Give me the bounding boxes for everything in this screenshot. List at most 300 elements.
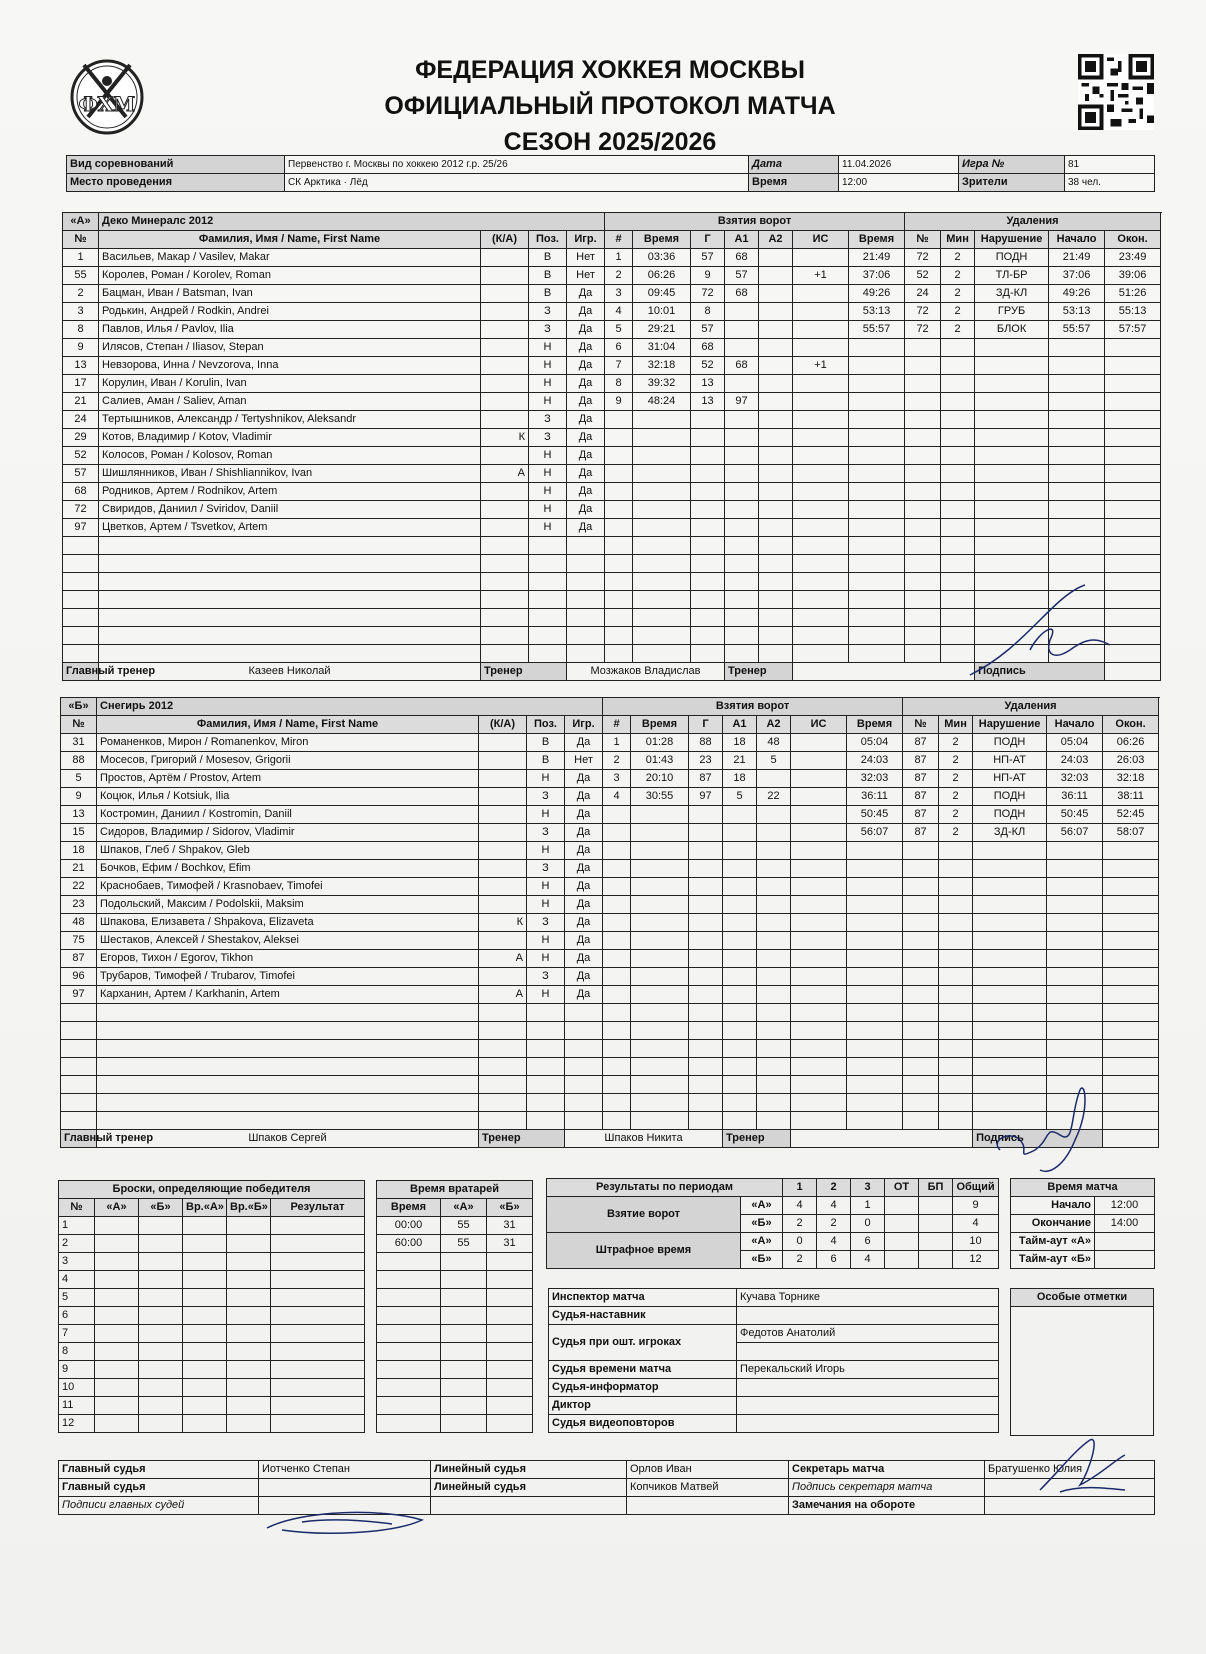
- player-name: Мосесов, Григорий / Mosesov, Grigorii: [97, 752, 479, 770]
- penalty-infraction: [975, 393, 1049, 411]
- penalty-minutes: 2: [941, 321, 975, 339]
- player-role: [481, 591, 529, 609]
- team-a-penalties-title: Удаления: [905, 213, 1161, 231]
- shootout-number: 6: [59, 1307, 95, 1325]
- goal-time: [631, 1040, 689, 1058]
- goal-scorer: [691, 447, 725, 465]
- penalty-infraction: [975, 537, 1049, 555]
- player-played: Да: [567, 465, 605, 483]
- goal-situation: [791, 1076, 847, 1094]
- goal-assist1: [723, 1058, 757, 1076]
- player-position: [527, 1004, 565, 1022]
- period-value: 10: [953, 1233, 999, 1251]
- player-name: Тертышников, Александр / Tertyshnikov, Aleksandr: [99, 411, 481, 429]
- player-number: [63, 573, 99, 591]
- goal-assist2: [759, 573, 793, 591]
- player-name: Бацман, Иван / Batsman, Ivan: [99, 285, 481, 303]
- player-name: Простов, Артём / Prostov, Artem: [97, 770, 479, 788]
- team-a-head-coach-label: Главный тренер: [63, 663, 99, 681]
- goal-time: [631, 1022, 689, 1040]
- penalty-minutes: [939, 896, 973, 914]
- player-role: [481, 537, 529, 555]
- penalty-end: [1105, 375, 1161, 393]
- shootout-number: 9: [59, 1361, 95, 1379]
- goal-assist2: [759, 411, 793, 429]
- player-role: [481, 375, 529, 393]
- timekeeper-label: Судья времени матча: [549, 1361, 737, 1379]
- team-b-col-header: ИС: [791, 716, 847, 734]
- goal-assist2: [757, 1094, 791, 1112]
- goal-situation: +1: [793, 267, 849, 285]
- player-position: [529, 555, 567, 573]
- player-name: Илясов, Степан / Iliasov, Stepan: [99, 339, 481, 357]
- goalie-time-table: [376, 1180, 533, 1433]
- goal-time: 39:32: [633, 375, 691, 393]
- goalie-row: [377, 1343, 533, 1361]
- team-a-col-header: ИС: [793, 231, 849, 249]
- penalty-end: [1105, 537, 1161, 555]
- penalty-time: 36:11: [847, 788, 903, 806]
- goal-assist1: [723, 896, 757, 914]
- goal-number: [603, 842, 631, 860]
- period-value: [919, 1215, 953, 1233]
- shootout-cell: [271, 1379, 365, 1397]
- team-a-col-header: Время: [849, 231, 905, 249]
- team-a-coach1: Мозжаков Владислав: [567, 663, 725, 681]
- team-b-row: [61, 734, 1159, 752]
- penalty-minutes: [941, 411, 975, 429]
- penalty-time: [847, 842, 903, 860]
- player-number: [63, 645, 99, 663]
- period-value: 4: [783, 1197, 817, 1215]
- penalty-player: [905, 627, 941, 645]
- goal-situation: [793, 555, 849, 573]
- penalty-player: [905, 519, 941, 537]
- player-name: [99, 591, 481, 609]
- penalty-time: 05:04: [847, 734, 903, 752]
- player-number: 9: [63, 339, 99, 357]
- penalty-minutes: [939, 914, 973, 932]
- goal-situation: [793, 411, 849, 429]
- shootout-row: [59, 1235, 365, 1253]
- goal-assist1: [723, 806, 757, 824]
- player-played: Да: [565, 860, 603, 878]
- player-number: [63, 609, 99, 627]
- penalty-end: 26:03: [1103, 752, 1159, 770]
- penalty-start: [1049, 393, 1105, 411]
- goalie-cell: [441, 1379, 487, 1397]
- protocol-title: ОФИЦИАЛЬНЫЙ ПРОТОКОЛ МАТЧА: [384, 92, 836, 120]
- goal-assist1: [723, 860, 757, 878]
- player-position: Н: [527, 842, 565, 860]
- shootout-cell: [227, 1397, 271, 1415]
- player-name: [97, 1094, 479, 1112]
- penalty-minutes: 2: [939, 788, 973, 806]
- goal-assist2: [757, 770, 791, 788]
- player-role: А: [479, 986, 527, 1004]
- penalty-player: [905, 591, 941, 609]
- player-name: Родников, Артем / Rodnikov, Artem: [99, 483, 481, 501]
- goal-scorer: 87: [689, 770, 723, 788]
- goal-scorer: [689, 896, 723, 914]
- penalty-time: [847, 986, 903, 1004]
- goal-scorer: [689, 860, 723, 878]
- player-played: Да: [565, 734, 603, 752]
- goalie-cell: [441, 1289, 487, 1307]
- goalie-cell: [487, 1361, 533, 1379]
- penalty-infraction: [973, 896, 1047, 914]
- goal-situation: [793, 303, 849, 321]
- player-number: 29: [63, 429, 99, 447]
- shootout-cell: [183, 1289, 227, 1307]
- penalty-start: [1049, 519, 1105, 537]
- goalie-cell: [377, 1289, 441, 1307]
- goal-assist1: [723, 932, 757, 950]
- team-a-col-header: (К/А): [481, 231, 529, 249]
- goal-time: [631, 860, 689, 878]
- goalie-cell: 00:00: [377, 1217, 441, 1235]
- goal-assist1: [725, 555, 759, 573]
- player-number: 97: [61, 986, 97, 1004]
- goal-assist2: [759, 249, 793, 267]
- goal-situation: [791, 788, 847, 806]
- goal-scorer: [689, 806, 723, 824]
- goalie-cell: [487, 1343, 533, 1361]
- goal-assist2: 22: [757, 788, 791, 806]
- team-b-row: [61, 770, 1159, 788]
- timekeeper-value: Перекальский Игорь: [737, 1361, 999, 1379]
- shootout-cell: [95, 1235, 139, 1253]
- penalty-time: 49:26: [849, 285, 905, 303]
- goalie-row: [377, 1379, 533, 1397]
- team-b-col-header: Время: [631, 716, 689, 734]
- player-name: Карханин, Артем / Karkhanin, Artem: [97, 986, 479, 1004]
- goal-assist1: [725, 591, 759, 609]
- notes-table: [1010, 1288, 1154, 1436]
- shootout-cell: [227, 1325, 271, 1343]
- secretary-sign-label: Подпись секретаря матча: [789, 1479, 985, 1497]
- goal-number: 4: [603, 788, 631, 806]
- goalie-cell: 55: [441, 1217, 487, 1235]
- signature-main-referee: [262, 1500, 432, 1540]
- goal-situation: [791, 842, 847, 860]
- goal-situation: [791, 878, 847, 896]
- penalty-time: [847, 860, 903, 878]
- player-played: Да: [567, 321, 605, 339]
- goal-assist1: [725, 465, 759, 483]
- team-b-col-header: Окон.: [1103, 716, 1159, 734]
- goal-situation: [793, 501, 849, 519]
- goal-time: [631, 1112, 689, 1130]
- goal-assist2: [759, 375, 793, 393]
- player-position: З: [529, 303, 567, 321]
- goal-situation: [791, 1058, 847, 1076]
- player-name: Романенков, Мирон / Romanenkov, Miron: [97, 734, 479, 752]
- goal-assist2: [759, 303, 793, 321]
- goal-situation: [791, 986, 847, 1004]
- shootout-cell: [95, 1253, 139, 1271]
- goalie-cell: [377, 1253, 441, 1271]
- shootout-row: [59, 1379, 365, 1397]
- period-value: [885, 1197, 919, 1215]
- goal-number: 3: [603, 770, 631, 788]
- penalty-end: [1105, 465, 1161, 483]
- team-b-row: [61, 1022, 1159, 1040]
- player-played: [567, 537, 605, 555]
- penalty-time: [849, 519, 905, 537]
- period-col-header: ОТ: [885, 1179, 919, 1197]
- goal-time: 01:43: [631, 752, 689, 770]
- player-role: [479, 1112, 527, 1130]
- goal-scorer: [691, 411, 725, 429]
- penalty-start: [1049, 429, 1105, 447]
- penalty-start: [1049, 483, 1105, 501]
- player-position: З: [529, 321, 567, 339]
- goalie-cell: [377, 1307, 441, 1325]
- goal-scorer: [689, 824, 723, 842]
- penalty-player: [905, 555, 941, 573]
- player-played: Да: [565, 842, 603, 860]
- goal-time: [631, 824, 689, 842]
- shootout-cell: [95, 1271, 139, 1289]
- goal-time: [631, 1076, 689, 1094]
- goal-assist2: 5: [757, 752, 791, 770]
- shootout-number: 7: [59, 1325, 95, 1343]
- team-a-row: [63, 267, 1161, 285]
- penalty-start: 56:07: [1047, 824, 1103, 842]
- penalty-infraction: [975, 447, 1049, 465]
- penalty-time: [849, 645, 905, 663]
- player-number: 1: [63, 249, 99, 267]
- player-played: Да: [567, 447, 605, 465]
- player-played: Да: [567, 339, 605, 357]
- notes-title: Особые отметки: [1011, 1289, 1154, 1307]
- penalty-time: [847, 1094, 903, 1112]
- date-label: Дата: [749, 156, 839, 174]
- period-value: [919, 1233, 953, 1251]
- goal-time: [631, 986, 689, 1004]
- periods-tag-a: «А»: [741, 1197, 783, 1215]
- player-number: 96: [61, 968, 97, 986]
- goal-number: [603, 986, 631, 1004]
- match-info-table: [66, 155, 1155, 192]
- team-b-row: [61, 896, 1159, 914]
- player-position: Н: [529, 483, 567, 501]
- player-position: З: [529, 411, 567, 429]
- goalie-cell: [487, 1325, 533, 1343]
- penalty-start: [1049, 357, 1105, 375]
- match-end-value: 14:00: [1095, 1215, 1155, 1233]
- player-role: [481, 555, 529, 573]
- shootout-row: [59, 1307, 365, 1325]
- goal-situation: [791, 968, 847, 986]
- player-played: [565, 1112, 603, 1130]
- shootout-cell: [183, 1415, 227, 1433]
- team-a-sign-label: Подпись: [975, 663, 1105, 681]
- player-position: Н: [527, 770, 565, 788]
- team-b-row: [61, 806, 1159, 824]
- period-value: 2: [783, 1215, 817, 1233]
- signature-team-a: [960, 580, 1130, 690]
- goalie-cell: [441, 1307, 487, 1325]
- inspector-label: Инспектор матча: [549, 1289, 737, 1307]
- goal-assist1: [725, 501, 759, 519]
- player-name: Сидоров, Владимир / Sidorov, Vladimir: [97, 824, 479, 842]
- player-played: [565, 1094, 603, 1112]
- shootout-number: 8: [59, 1343, 95, 1361]
- team-a-row: [63, 537, 1161, 555]
- player-position: Н: [529, 447, 567, 465]
- penalty-end: 32:18: [1103, 770, 1159, 788]
- player-name: [97, 1022, 479, 1040]
- penalty-minutes: [941, 447, 975, 465]
- competition-label: Вид соревнований: [67, 156, 285, 174]
- goal-number: [603, 1004, 631, 1022]
- goal-situation: [791, 914, 847, 932]
- player-position: З: [527, 824, 565, 842]
- goalie-cell: [441, 1343, 487, 1361]
- goal-situation: [791, 860, 847, 878]
- goal-assist1: [725, 537, 759, 555]
- player-name: Павлов, Илья / Pavlov, Ilia: [99, 321, 481, 339]
- goal-scorer: 52: [691, 357, 725, 375]
- shootout-cell: [271, 1235, 365, 1253]
- goal-assist2: [757, 1040, 791, 1058]
- player-role: [481, 267, 529, 285]
- team-a-row: [63, 555, 1161, 573]
- player-role: К: [479, 914, 527, 932]
- period-value: 4: [817, 1197, 851, 1215]
- period-value: 0: [783, 1233, 817, 1251]
- goal-number: [603, 1076, 631, 1094]
- goal-assist2: [759, 627, 793, 645]
- penalty-start: [1047, 1004, 1103, 1022]
- main-referee-value: Иотченко Степан: [259, 1461, 431, 1479]
- period-value: 6: [851, 1233, 885, 1251]
- player-number: 75: [61, 932, 97, 950]
- shootout-cell: [227, 1271, 271, 1289]
- goal-situation: +1: [793, 357, 849, 375]
- goal-situation: [793, 645, 849, 663]
- goal-number: [603, 1022, 631, 1040]
- penalty-end: [1103, 842, 1159, 860]
- penalty-player: [903, 968, 939, 986]
- goal-number: [605, 411, 633, 429]
- goal-scorer: [691, 645, 725, 663]
- team-a-head-coach: Казеев Николай: [99, 663, 481, 681]
- team-a-col-header: Начало: [1049, 231, 1105, 249]
- goalie-cell: [441, 1253, 487, 1271]
- goalie-cell: [441, 1271, 487, 1289]
- penalty-time: [849, 555, 905, 573]
- player-name: Котов, Владимир / Kotov, Vladimir: [99, 429, 481, 447]
- goal-number: [603, 806, 631, 824]
- player-played: [567, 645, 605, 663]
- goal-situation: [793, 285, 849, 303]
- timeout-b-label: Тайм-аут «Б»: [1011, 1251, 1095, 1269]
- shootout-cell: [139, 1253, 183, 1271]
- penalty-time: [847, 1058, 903, 1076]
- team-b-col-header: Поз.: [527, 716, 565, 734]
- penalty-time: [849, 627, 905, 645]
- team-a-col-header: А2: [759, 231, 793, 249]
- goalie-cell: [441, 1361, 487, 1379]
- penalty-player: [903, 1004, 939, 1022]
- player-name: Королев, Роман / Korolev, Roman: [99, 267, 481, 285]
- goal-scorer: [689, 842, 723, 860]
- penalty-start: [1049, 537, 1105, 555]
- goal-assist1: [725, 447, 759, 465]
- match-time-table: [1010, 1178, 1155, 1269]
- team-a-row: [63, 411, 1161, 429]
- player-played: Да: [567, 519, 605, 537]
- player-name: Бочков, Ефим / Bochkov, Efim: [97, 860, 479, 878]
- goal-scorer: [689, 1094, 723, 1112]
- period-col-header: 1: [783, 1179, 817, 1197]
- goalie-cell: [487, 1415, 533, 1433]
- penalty-end: [1103, 896, 1159, 914]
- team-b-col-header: Нарушение: [973, 716, 1047, 734]
- shootout-cell: [271, 1415, 365, 1433]
- shootout-cell: [271, 1361, 365, 1379]
- penalty-start: [1047, 914, 1103, 932]
- team-a-col-header: А1: [725, 231, 759, 249]
- penalty-player: [903, 1076, 939, 1094]
- goal-assist2: [759, 519, 793, 537]
- goal-time: [631, 968, 689, 986]
- goal-assist2: [757, 1076, 791, 1094]
- player-position: В: [527, 734, 565, 752]
- team-a-row: [63, 501, 1161, 519]
- goal-assist2: [759, 645, 793, 663]
- goalie-cell: 55: [441, 1235, 487, 1253]
- player-role: [479, 734, 527, 752]
- team-b-col-header: Фамилия, Имя / Name, First Name: [97, 716, 479, 734]
- player-role: [479, 1094, 527, 1112]
- player-position: Н: [527, 950, 565, 968]
- penalty-time: [847, 878, 903, 896]
- goal-assist2: [759, 285, 793, 303]
- player-position: [529, 591, 567, 609]
- player-played: Нет: [567, 267, 605, 285]
- goal-assist1: [723, 968, 757, 986]
- player-role: [481, 501, 529, 519]
- shootout-cell: [95, 1307, 139, 1325]
- line-referee-1: Орлов Иван: [627, 1461, 789, 1479]
- team-a-row: [63, 321, 1161, 339]
- penalty-start: [1049, 501, 1105, 519]
- shootout-cell: [271, 1271, 365, 1289]
- player-number: [61, 1022, 97, 1040]
- shootout-number: 5: [59, 1289, 95, 1307]
- goal-number: [605, 609, 633, 627]
- player-played: Да: [567, 483, 605, 501]
- goal-assist2: [757, 950, 791, 968]
- penalty-infraction: ЗД-КЛ: [975, 285, 1049, 303]
- player-position: В: [529, 285, 567, 303]
- player-name: Коцюк, Илья / Kotsiuk, Ilia: [97, 788, 479, 806]
- penalty-player: 87: [903, 806, 939, 824]
- goal-time: 03:36: [633, 249, 691, 267]
- goal-situation: [793, 537, 849, 555]
- shootout-cell: [95, 1289, 139, 1307]
- shootout-col-header: Вр.«А»: [183, 1199, 227, 1217]
- main-referee-label: Главный судья: [59, 1461, 259, 1479]
- player-name: Подольский, Максим / Podolskii, Maksim: [97, 896, 479, 914]
- goal-number: 6: [605, 339, 633, 357]
- player-number: [61, 1040, 97, 1058]
- goal-situation: [791, 824, 847, 842]
